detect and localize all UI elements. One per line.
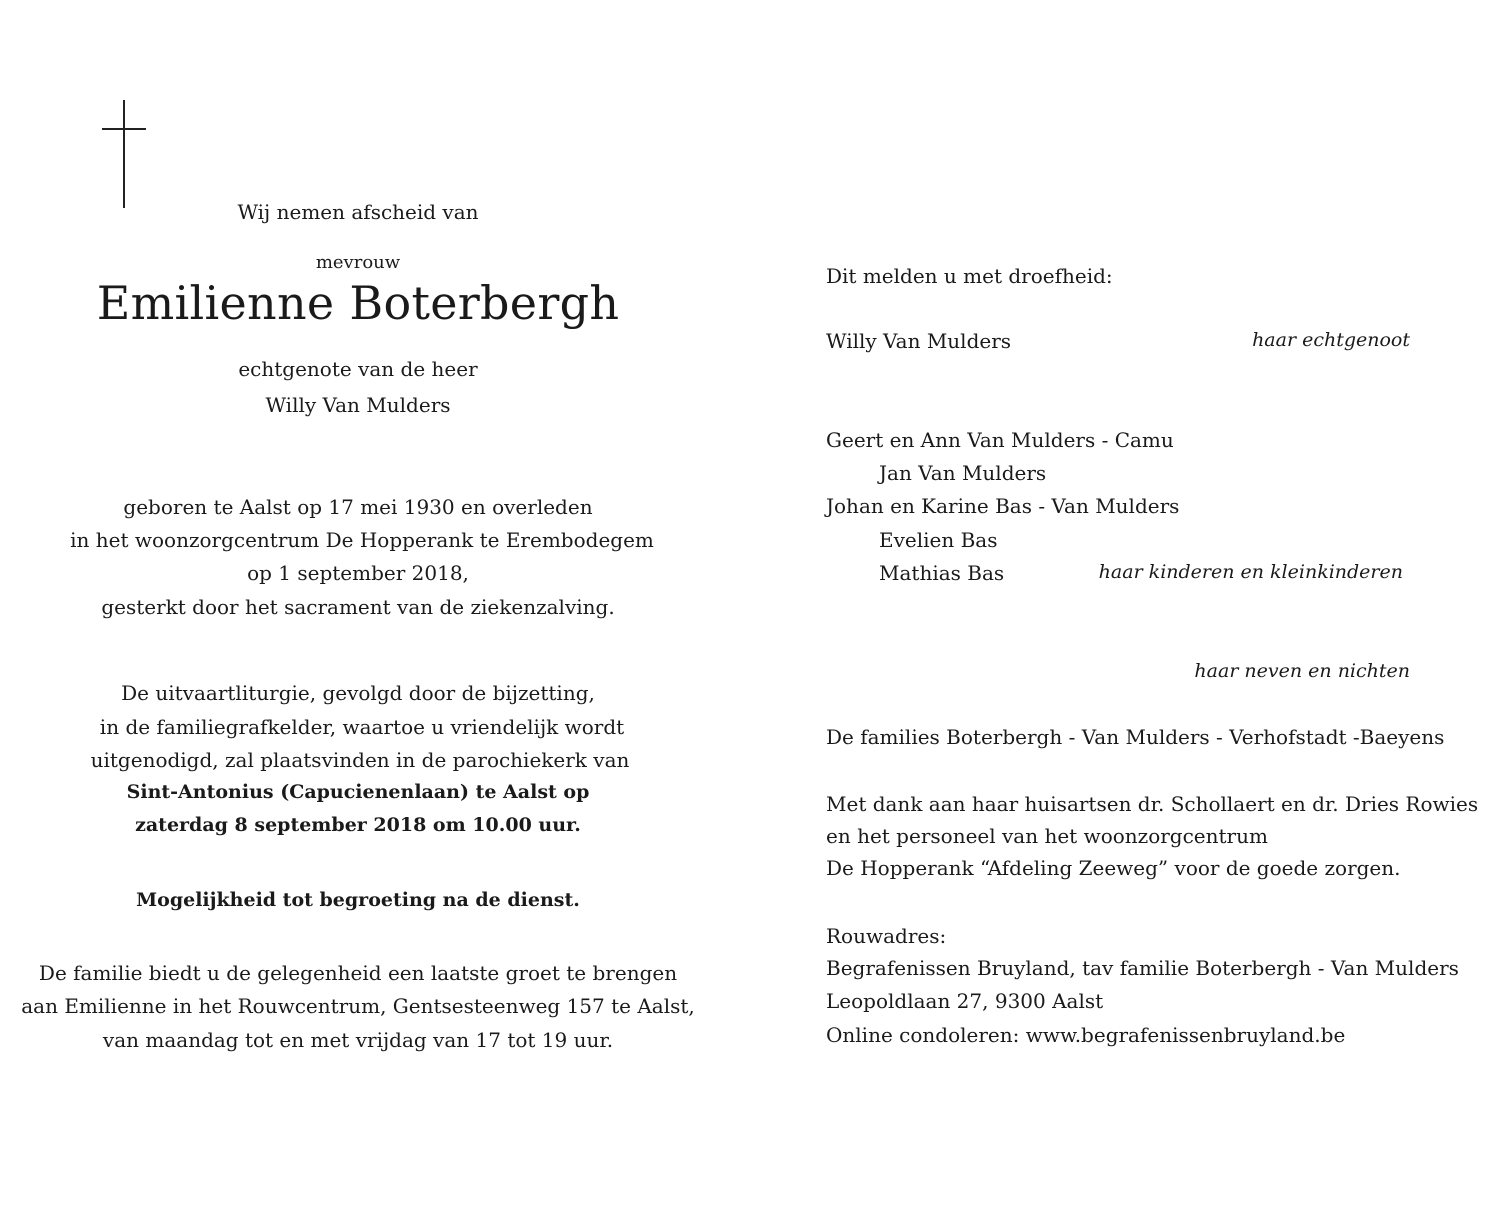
- cross-icon: [102, 100, 146, 208]
- intro-text: Wij nemen afscheid van: [237, 200, 479, 224]
- children-role: haar kinderen en kleinkinderen: [1098, 561, 1403, 583]
- family-member: Geert en Ann Van Mulders - Camu: [826, 428, 1174, 452]
- address-heading: Rouwadres:: [826, 924, 947, 948]
- born-line: geboren te Aalst op 17 mei 1930 en overleden: [123, 495, 593, 519]
- greeting-note: Mogelijkheid tot begroeting na de dienst.: [136, 889, 580, 911]
- thanks-line: De Hopperank “Afdeling Zeeweg” voor de goede zorgen.: [826, 856, 1401, 880]
- deceased-name: Emilienne Boterbergh: [96, 276, 620, 330]
- honorific: mevrouw: [315, 252, 401, 273]
- liturgy-bold-line: Sint-Antonius (Capucienenlaan) te Aalst op: [126, 781, 590, 803]
- announce-text: Dit melden u met droefheid:: [826, 264, 1113, 288]
- family-member: Jan Van Mulders: [879, 461, 1047, 485]
- family-member: Johan en Karine Bas - Van Mulders: [826, 494, 1180, 518]
- liturgy-line: in de familiegrafkelder, waartoe u vriendelijk wordt: [99, 715, 625, 739]
- visit-line: aan Emilienne in het Rouwcentrum, Gentsesteenweg 157 te Aalst,: [21, 994, 695, 1018]
- liturgy-line: De uitvaartliturgie, gevolgd door de bijzetting,: [121, 681, 595, 705]
- born-line: gesterkt door het sacrament van de ziekenzalving.: [101, 595, 615, 619]
- family-member: Evelien Bas: [879, 528, 998, 552]
- address-line: Begrafenissen Bruyland, tav familie Boterbergh - Van Mulders: [826, 956, 1459, 980]
- nephews-role: haar neven en nichten: [1194, 660, 1410, 682]
- visit-line: van maandag tot en met vrijdag van 17 tot 19 uur.: [102, 1028, 614, 1052]
- husband-role: haar echtgenoot: [1252, 329, 1410, 351]
- visit-line: De familie biedt u de gelegenheid een laatste groet te brengen: [38, 961, 678, 985]
- born-line: in het woonzorgcentrum De Hopperank te Erembodegem: [70, 528, 654, 552]
- thanks-line: en het personeel van het woonzorgcentrum: [826, 824, 1268, 848]
- family-member: Mathias Bas: [879, 561, 1005, 585]
- husband-name: Willy Van Mulders: [826, 329, 1012, 353]
- families-line: De families Boterbergh - Van Mulders - Verhofstadt -Baeyens: [826, 725, 1445, 749]
- thanks-line: Met dank aan haar huisartsen dr. Schollaert en dr. Dries Rowies: [826, 792, 1479, 816]
- address-line: Leopoldlaan 27, 9300 Aalst: [826, 989, 1104, 1013]
- born-line: op 1 september 2018,: [247, 561, 469, 585]
- spouse-line: echtgenote van de heer: [238, 357, 478, 381]
- condolence-link[interactable]: Online condoleren: www.begrafenissenbruyland.be: [826, 1023, 1346, 1047]
- liturgy-bold-line: zaterdag 8 september 2018 om 10.00 uur.: [135, 814, 581, 836]
- spouse-name: Willy Van Mulders: [265, 393, 451, 417]
- liturgy-line: uitgenodigd, zal plaatsvinden in de parochiekerk van: [90, 748, 630, 772]
